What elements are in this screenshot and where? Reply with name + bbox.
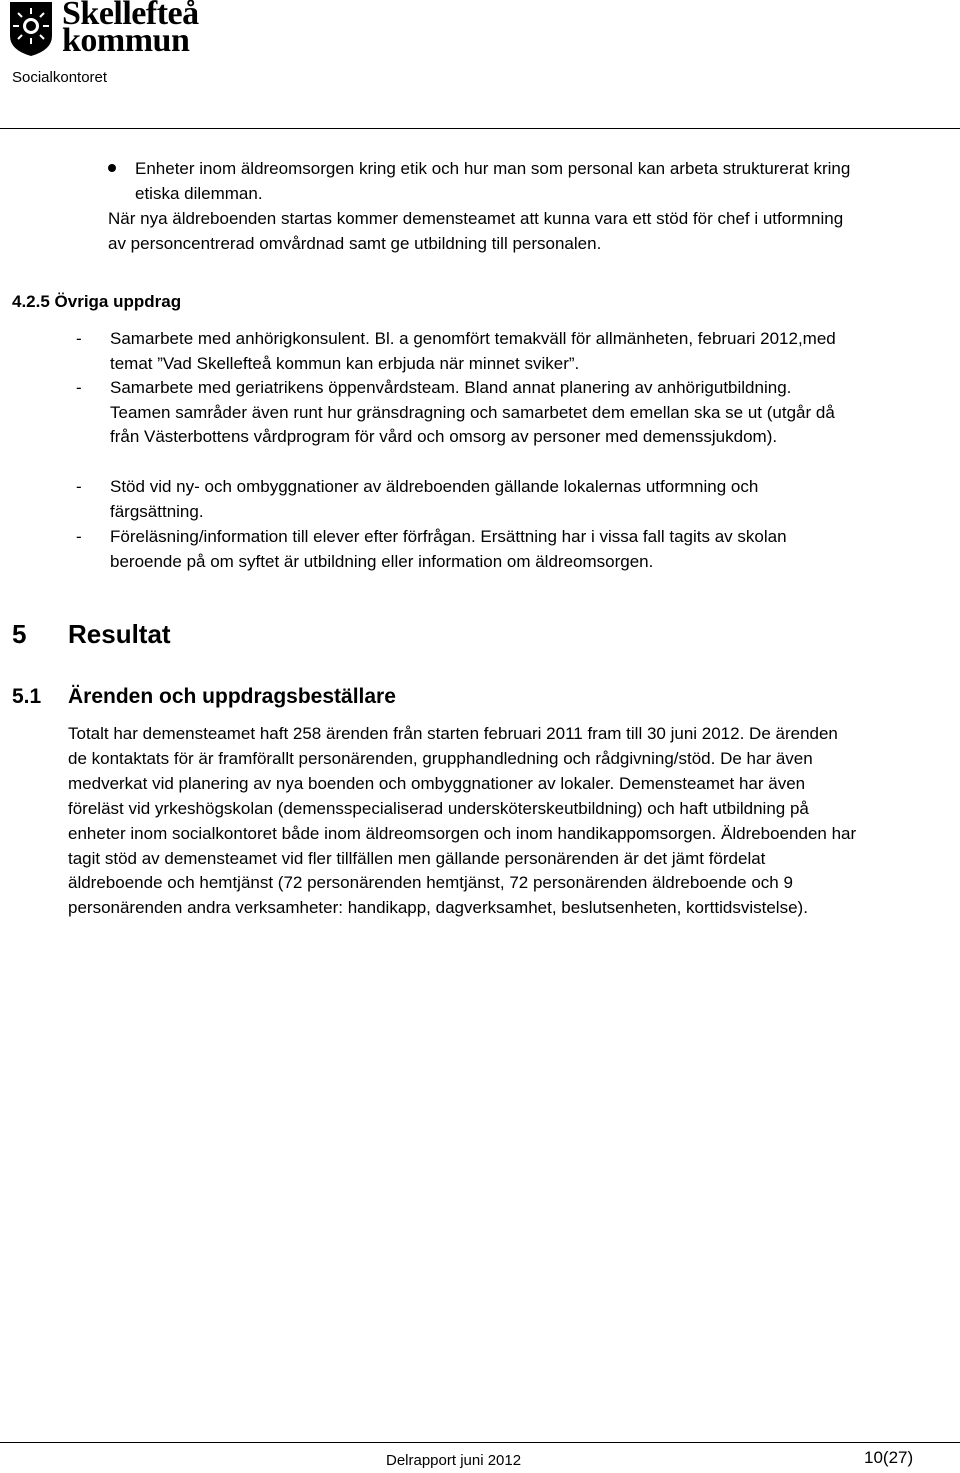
section-title: Resultat (68, 619, 171, 649)
footer-divider (0, 1442, 960, 1443)
footer-document-title: Delrapport juni 2012 (386, 1452, 522, 1469)
section-heading-4-2-5: 4.2.5 Övriga uppdrag (12, 292, 182, 311)
bullet-dot (108, 164, 116, 172)
section-number: 5 (12, 619, 27, 649)
logo-line-2: kommun (62, 22, 190, 59)
dash-marker: - (76, 477, 82, 496)
paragraph: När nya äldreboenden startas kommer demensteamet att kunna vara ett stöd för chef i utformning av personcentrerad omvårdnad samt ge utbildning till personalen. (108, 209, 844, 253)
dash-item-text: Stöd vid ny- och ombyggnationer av äldreboenden gällande lokalernas utformning och färgsättning. (110, 477, 759, 521)
header-divider (0, 128, 960, 129)
dash-item-text: Föreläsning/information till elever efter förfrågan. Ersättning har i vissa fall tagits av skolan beroende på om syftet är utbildning eller information om äldreomsorgen. (110, 527, 787, 571)
section-number: 5.1 (12, 685, 42, 708)
paragraph: Totalt har demensteamet haft 258 ärenden från starten februari 2011 fram till 30 juni 2012. De ärenden de kontaktats för är framförallt personärenden, grupphandledning och rådgivning/stöd. De har även medverkat vid planering av nya boenden och ombyggnationer av lokaler. Demensteamet har även föreläst vid yrkeshögskolan (demensspecialiserad undersköterskeutbildning) och haft utbildning på enheter inom socialkontoret både inom äldreomsorgen och inom handikappomsorgen. Äldreboenden har tagit stöd av demensteamet vid fler tillfällen men gällande personärenden är det jämt fördelat äldreboende och hemtjänst (72 personärenden hemtjänst, 72 personärenden äldreboende och 9 personärenden andra verksamheter: handikapp, dagverksamhet, beslutsenheten, korttidsvistelse). (68, 724, 857, 918)
section-title: Ärenden och uppdragsbeställare (68, 685, 396, 708)
municipal-crest-icon (8, 0, 54, 58)
department-name: Socialkontoret (12, 69, 108, 86)
logo-line-1: Skellefteå (62, 0, 199, 32)
dash-marker: - (76, 329, 82, 348)
logo-wordmark (62, 0, 199, 59)
bullet-item: Enheter inom äldreomsorgen kring etik och hur man som personal kan arbeta strukturerat kring etiska dilemman. (135, 159, 851, 203)
dash-item-text: Samarbete med geriatrikens öppenvårdsteam. Bland annat planering av anhörigutbildning. Teamen samråder även runt hur gränsdragning och samarbetet dem emellan ska se ut (utgår då från Västerbottens vårdprogram för vård och omsorg av personer med demenssjukdom). (110, 378, 835, 447)
dash-marker: - (76, 527, 82, 546)
dash-item-text: Samarbete med anhörigkonsulent. Bl. a genomfört temakväll för allmänheten, februari 2012,med temat ”Vad Skellefteå kommun kan erbjuda när minnet sviker”. (110, 329, 836, 373)
dash-marker: - (76, 378, 82, 397)
page-number: 10(27) (864, 1448, 914, 1467)
